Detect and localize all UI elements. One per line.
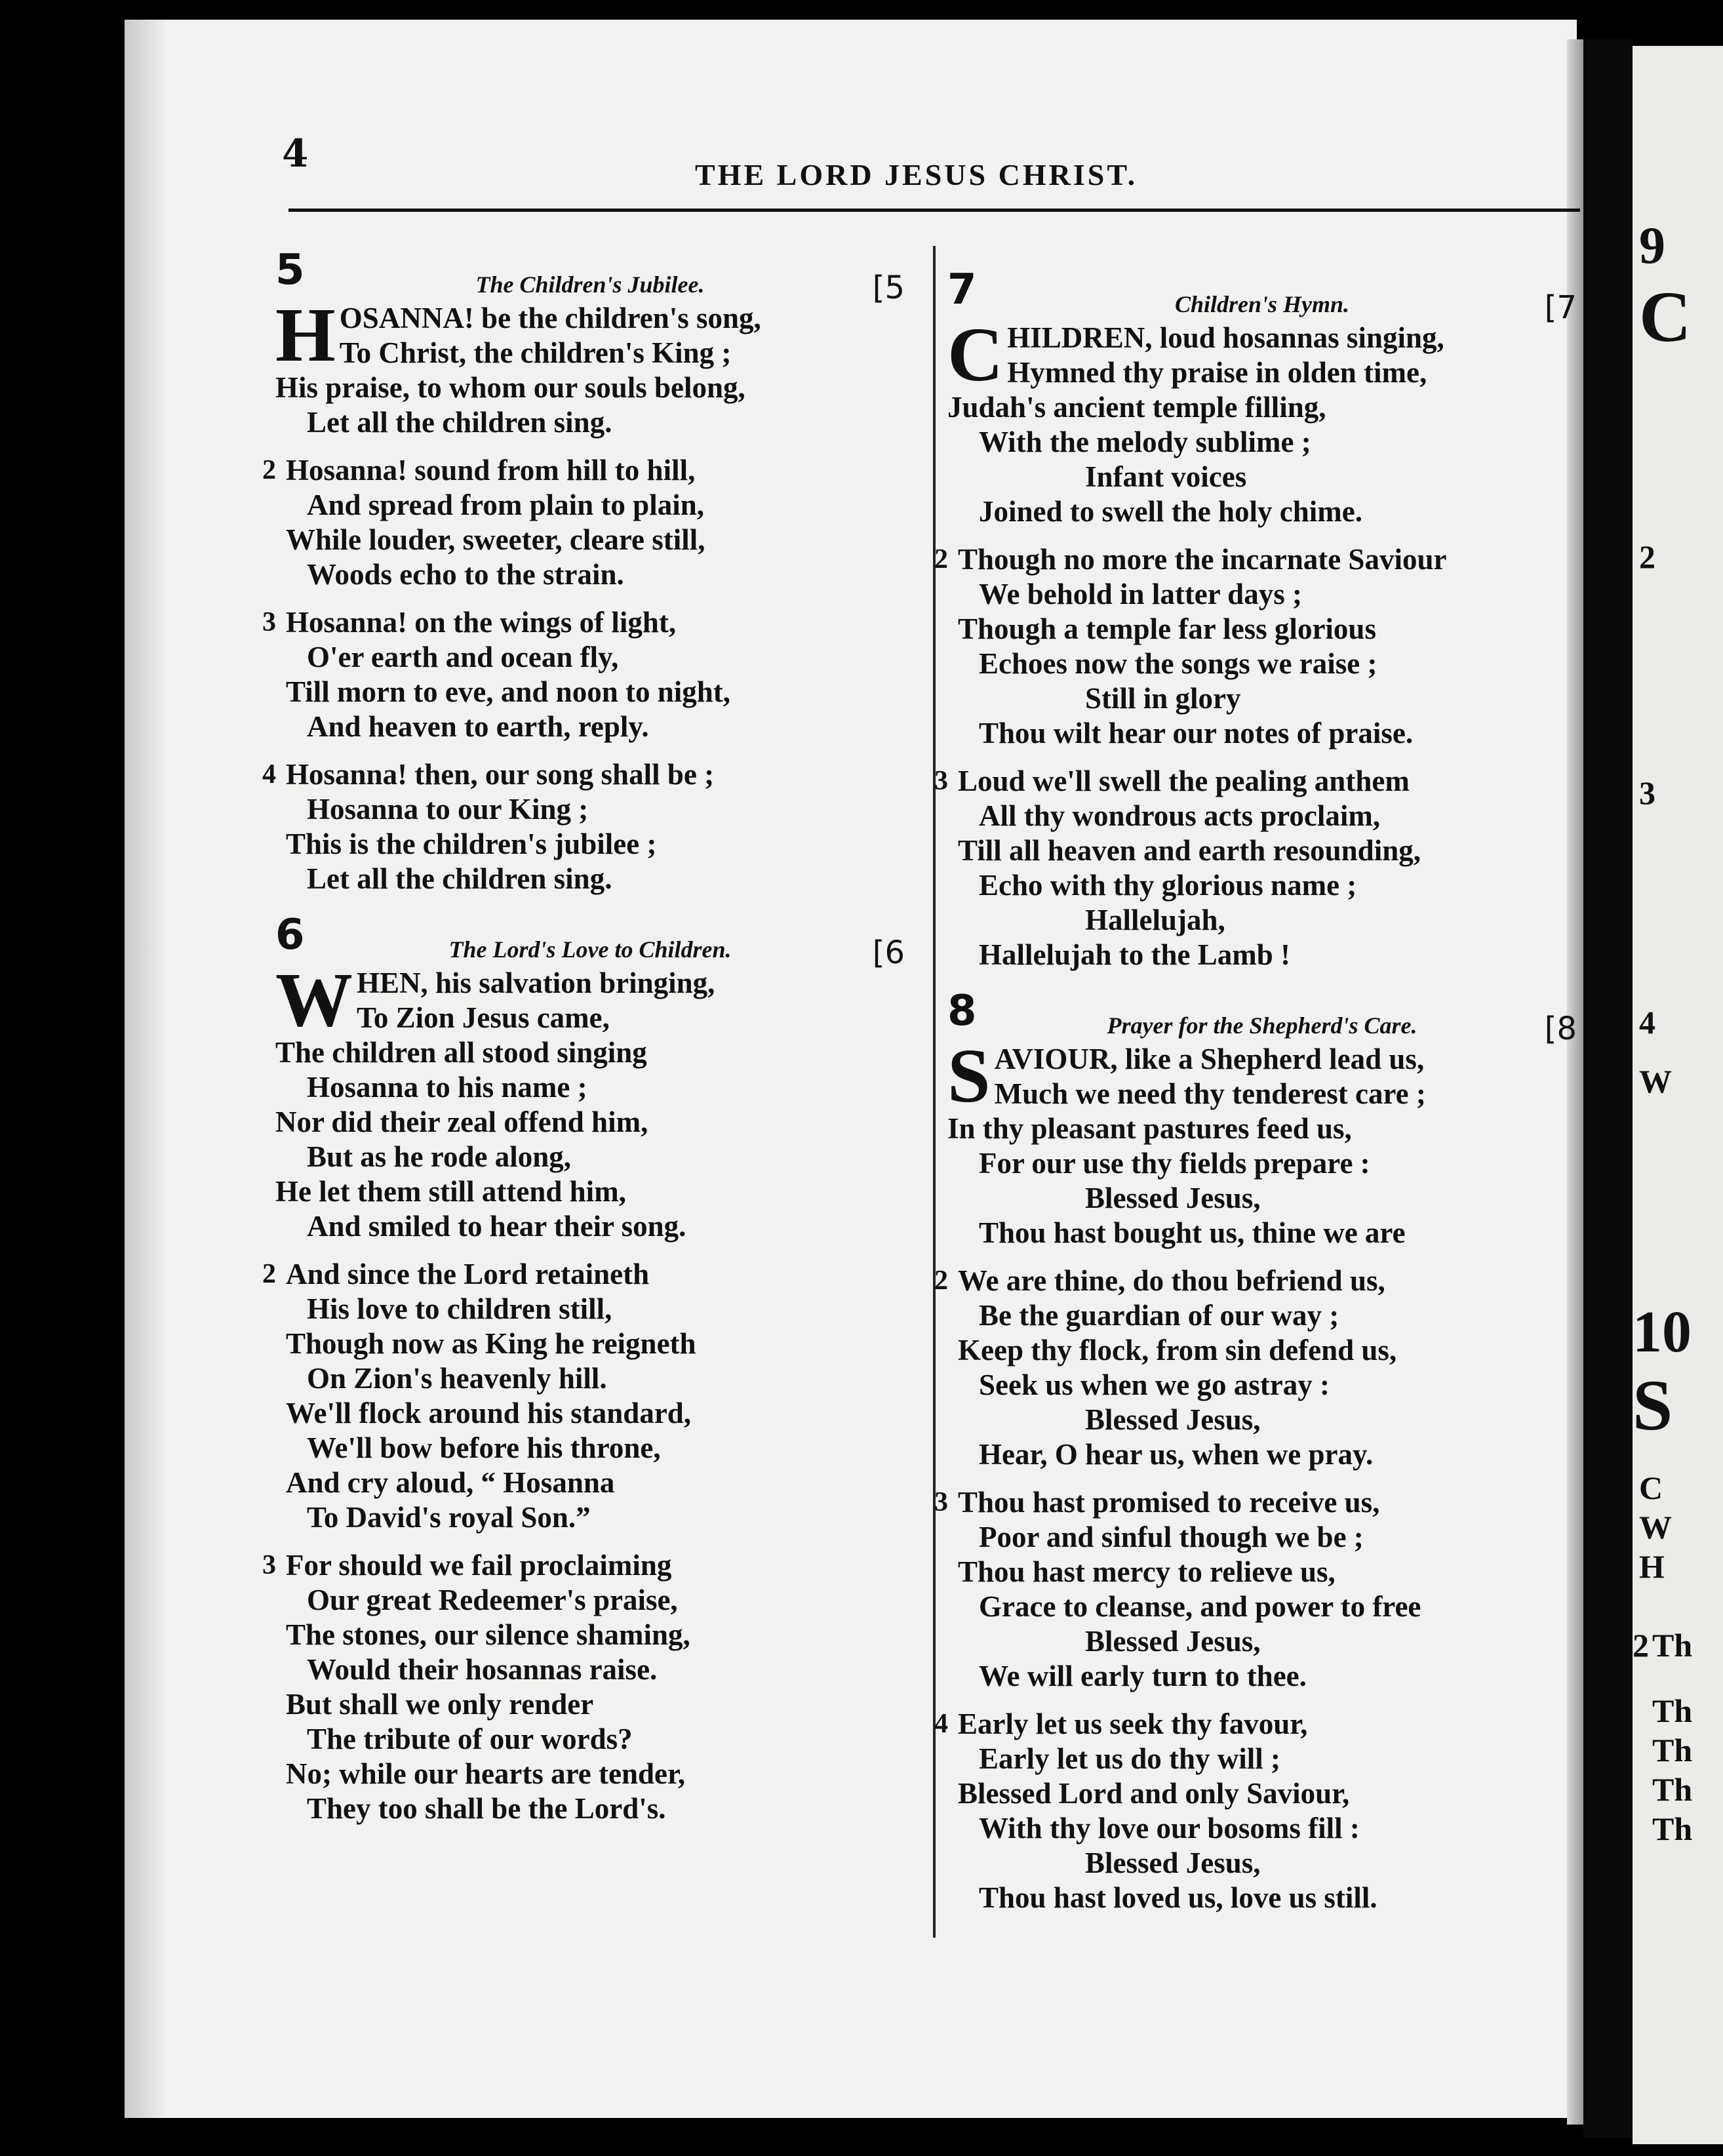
hymn-number: 8 [947, 987, 977, 1035]
stanza [947, 311, 1577, 529]
verse-line: And heaven to earth, reply. [307, 710, 649, 743]
verse-line: Hear, O hear us, when we pray. [979, 1438, 1374, 1471]
facing-page-text: Th [1652, 1627, 1693, 1664]
verse-line: OSANNA! be the children's song, [339, 302, 761, 334]
verse-line: For our use thy fields prepare : [979, 1147, 1370, 1180]
left-column [262, 246, 905, 1841]
stanza-number: 3 [262, 1550, 276, 1580]
facing-page-text: 9 [1639, 217, 1665, 275]
facing-page-text: 10 [1633, 1300, 1692, 1365]
verse-line: Would their hosannas raise. [307, 1653, 658, 1686]
verse-line: Early let us do thy will ; [979, 1742, 1281, 1775]
verse-line: Thou hast mercy to relieve us, [958, 1555, 1336, 1588]
verse-line: We are thine, do thou befriend us, [958, 1264, 1385, 1297]
running-title: THE LORD JESUS CHRIST. [695, 158, 1138, 191]
facing-page-text: S [1633, 1365, 1673, 1445]
stanza [934, 1485, 1577, 1694]
verse-line: Nor did their zeal offend him, [275, 1106, 648, 1138]
verse-line: But shall we only render [286, 1688, 594, 1721]
hymn-header [275, 246, 905, 306]
hymn-number: 6 [275, 911, 305, 959]
stanza [934, 542, 1577, 751]
verse-line: The stones, our silence shaming, [286, 1618, 690, 1651]
verse-line: Blessed Jesus, [1085, 1847, 1261, 1879]
drop-cap: C [947, 311, 1004, 397]
verse-line: Echoes now the songs we raise ; [979, 647, 1377, 680]
drop-cap: S [947, 1033, 991, 1119]
verse-line: Hosanna! then, our song shall be ; [286, 758, 715, 791]
stanza [934, 764, 1577, 972]
stanza-number: 3 [934, 1487, 948, 1517]
verse-line: Hosanna to his name ; [307, 1071, 587, 1104]
verse-line: Hosanna to our King ; [307, 793, 589, 826]
stanza [275, 292, 905, 440]
stanza-number: 4 [262, 759, 276, 789]
facing-page-text: Th [1652, 1732, 1693, 1768]
stanza [934, 1264, 1577, 1472]
right-column [934, 266, 1577, 1930]
verse-line: Keep thy flock, from sin defend us, [958, 1334, 1397, 1367]
facing-page-edge [1633, 46, 1723, 2144]
verse-line: Till all heaven and earth resounding, [958, 834, 1421, 867]
verse-line: Thou hast bought us, thine we are [979, 1216, 1406, 1249]
verse-line: HILDREN, loud hosannas singing, [1007, 321, 1444, 354]
facing-page-text: 4 [1639, 1004, 1655, 1041]
facing-page-text: W [1639, 1509, 1672, 1546]
header-rule [288, 209, 1580, 212]
facing-page-text: 2 [1639, 538, 1655, 575]
verse-line: Though now as King he reigneth [286, 1327, 696, 1360]
hymn-number: 7 [947, 266, 977, 314]
verse-line: Seek us when we go astray : [979, 1368, 1330, 1401]
verse-line: While louder, sweeter, cleare still, [286, 523, 705, 556]
page-number: 4 [282, 131, 309, 176]
facing-page-text: H [1639, 1548, 1665, 1585]
stanza [262, 757, 905, 896]
verse-line: Blessed Jesus, [1085, 1182, 1261, 1214]
hymn-reference: [8 [1544, 1010, 1577, 1047]
verse-line: Still in glory [1085, 682, 1241, 715]
stanza-number: 3 [934, 766, 948, 796]
verse-line: Woods echo to the strain. [307, 558, 624, 591]
verse-line: The tribute of our words? [307, 1723, 633, 1755]
stanza [947, 1033, 1577, 1250]
hymn-header [275, 911, 905, 971]
column-rule [933, 246, 936, 1938]
stanza [262, 605, 905, 744]
verse-line: No; while our hearts are tender, [286, 1757, 686, 1790]
verse-line: Hosanna! on the wings of light, [286, 606, 677, 639]
verse-line: His praise, to whom our souls belong, [275, 371, 745, 404]
verse-line: For should we fail proclaiming [286, 1549, 672, 1582]
verse-line: Grace to cleanse, and power to free [979, 1590, 1421, 1623]
verse-line: This is the children's jubilee ; [286, 828, 657, 860]
verse-line: O'er earth and ocean fly, [307, 641, 619, 673]
verse-line: But as he rode along, [307, 1140, 571, 1173]
hymn [934, 266, 1577, 972]
verse-line: And since the Lord retaineth [286, 1258, 650, 1290]
hymn-number: 5 [275, 246, 305, 294]
verse-line: His love to children still, [307, 1292, 612, 1325]
stanza [262, 1548, 905, 1826]
verse-line: Echo with thy glorious name ; [979, 869, 1357, 902]
verse-line: They too shall be the Lord's. [307, 1792, 666, 1825]
verse-line: Though no more the incarnate Saviour [958, 543, 1447, 576]
verse-line: With thy love our bosoms fill : [979, 1812, 1360, 1845]
stanza [275, 957, 905, 1244]
verse-line: The children all stood singing [275, 1036, 647, 1069]
verse-line: Poor and sinful though we be ; [979, 1521, 1364, 1553]
hymn-reference: [6 [872, 934, 905, 971]
verse-line: Loud we'll swell the pealing anthem [958, 765, 1410, 797]
verse-line: Till morn to eve, and noon to night, [286, 675, 731, 708]
binding-gutter [1583, 39, 1633, 2138]
hymn [262, 246, 905, 896]
verse-line: Much we need thy tenderest care ; [994, 1077, 1426, 1110]
stanza [262, 453, 905, 592]
verse-line: We will early turn to thee. [979, 1660, 1307, 1692]
hymn-header [947, 266, 1577, 326]
facing-page-text: W [1639, 1063, 1672, 1100]
facing-page-text: Th [1652, 1692, 1693, 1729]
verse-line: Blessed Jesus, [1085, 1625, 1261, 1658]
verse-line: Hymned thy praise in olden time, [1007, 356, 1427, 389]
drop-cap: H [275, 292, 336, 378]
hymn [262, 911, 905, 1826]
stanza [262, 1257, 905, 1535]
verse-line: Thou hast loved us, love us still. [979, 1881, 1377, 1914]
hymn-title: The Lord's Love to Children. [448, 936, 732, 963]
hymn-title: Children's Hymn. [1174, 291, 1350, 317]
hymn-header [947, 987, 1577, 1047]
stanza [934, 1707, 1577, 1915]
verse-line: Let all the children sing. [307, 862, 612, 895]
facing-page-text: 3 [1639, 774, 1655, 811]
hymn-title: Prayer for the Shepherd's Care. [1107, 1012, 1417, 1039]
hymn-reference: [5 [872, 270, 905, 306]
facing-page-text: 2 [1633, 1627, 1649, 1664]
verse-line: We behold in latter days ; [979, 578, 1302, 610]
verse-line: In thy pleasant pastures feed us, [947, 1112, 1352, 1145]
verse-line: Hosanna! sound from hill to hill, [286, 454, 696, 487]
stanza-number: 3 [262, 607, 276, 637]
verse-line: To David's royal Son.” [307, 1501, 591, 1534]
hymn-title: The Children's Jubilee. [475, 271, 705, 298]
stanza-number: 2 [934, 544, 948, 574]
verse-line: Thou wilt hear our notes of praise. [979, 717, 1414, 749]
verse-line: To Christ, the children's King ; [339, 336, 732, 369]
stanza-number: 2 [262, 455, 276, 485]
verse-line: We'll bow before his throne, [307, 1431, 661, 1464]
verse-line: With the melody sublime ; [979, 426, 1311, 458]
facing-page-text: Th [1652, 1771, 1693, 1808]
stanza-number: 2 [934, 1266, 948, 1296]
verse-line: AVIOUR, like a Shepherd lead us, [994, 1043, 1425, 1075]
verse-line: Early let us seek thy favour, [958, 1707, 1308, 1740]
verse-line: HEN, his salvation bringing, [357, 967, 715, 999]
verse-line: And cry aloud, “ Hosanna [286, 1466, 615, 1499]
facing-page-text: C [1639, 277, 1692, 357]
verse-line: All thy wondrous acts proclaim, [979, 799, 1381, 832]
stanza-number: 2 [262, 1259, 276, 1289]
verse-line: He let them still attend him, [275, 1175, 626, 1208]
verse-line: Thou hast promised to receive us, [958, 1486, 1380, 1519]
hymn-reference: [7 [1544, 289, 1577, 326]
facing-page-text: Th [1652, 1810, 1693, 1847]
verse-line: Judah's ancient temple filling, [947, 391, 1326, 424]
verse-line: Let all the children sing. [307, 406, 612, 439]
verse-line: On Zion's heavenly hill. [307, 1362, 607, 1395]
facing-page-text: C [1639, 1469, 1663, 1506]
drop-cap: W [275, 957, 353, 1043]
verse-line: Though a temple far less glorious [958, 612, 1376, 645]
verse-line: And spread from plain to plain, [307, 489, 704, 521]
verse-line: Blessed Lord and only Saviour, [958, 1777, 1350, 1810]
verse-line: We'll flock around his standard, [286, 1397, 692, 1429]
verse-line: Be the guardian of our way ; [979, 1299, 1339, 1332]
verse-line: Blessed Jesus, [1085, 1403, 1261, 1436]
verse-line: To Zion Jesus came, [357, 1001, 610, 1034]
verse-line: Joined to swell the holy chime. [979, 495, 1362, 528]
verse-line: Our great Redeemer's praise, [307, 1584, 678, 1616]
stanza-number: 4 [934, 1709, 948, 1739]
verse-line: Hallelujah, [1085, 904, 1225, 936]
hymn [934, 987, 1577, 1915]
verse-line: And smiled to hear their song. [307, 1210, 686, 1243]
verse-line: Infant voices [1085, 460, 1247, 493]
page-shadow [125, 20, 164, 2118]
verse-line: Hallelujah to the Lamb ! [979, 938, 1291, 971]
